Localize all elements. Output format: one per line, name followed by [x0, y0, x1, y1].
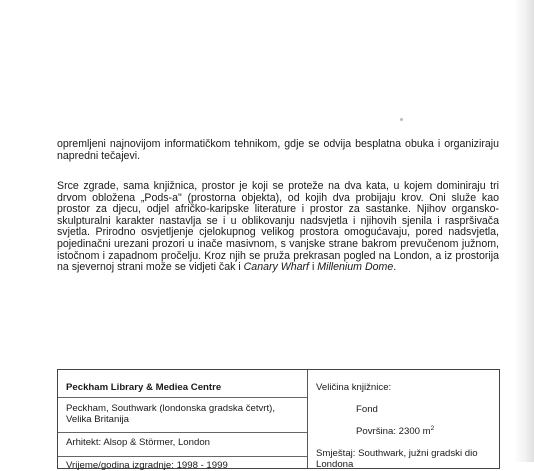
library-situation-value: Southwark, južni gradski dio Londona	[316, 448, 478, 470]
library-name: Peckham Library & Mediea Centre	[66, 382, 222, 393]
info-table-right-column	[308, 370, 499, 468]
paragraph-1	[57, 139, 499, 162]
area-unit-exponent: 2	[430, 424, 435, 432]
construction-date: Vrijeme/godina izgradnje: 1998 - 1999	[66, 460, 228, 471]
table-divider	[58, 397, 307, 398]
table-divider	[58, 432, 307, 433]
library-location: Peckham, Southwark (londonska gradska četvrt), Velika Britanija	[66, 403, 276, 425]
library-area-text: Površina: 2300 m	[356, 426, 431, 437]
library-size-label: Veličina knjižnice:	[316, 382, 392, 393]
library-situation	[316, 448, 496, 470]
table-divider	[58, 456, 307, 457]
library-area	[356, 426, 434, 437]
millenium-dome-text: Millenium Dome	[317, 261, 394, 274]
library-situation-label: Smještaj:	[316, 448, 356, 459]
library-architect: Arhitekt: Alsop & Störmer, London	[66, 437, 210, 448]
paragraph-1-text: opremljeni najnovijom informatičkom tehnikom, gdje se odvija besplatna obuka i organiziraju napredni tečajevi.	[57, 138, 499, 162]
scan-speck	[400, 118, 403, 121]
page-edge-shadow	[514, 0, 534, 462]
paragraph-2-main: Srce zgrade, sama knjižnica, prostor je koji se proteže na dva kata, u kojem dominiraju tri drvom obložena „Pods-a" (prostorna objekta), od kojih dva probijaju krov. Oni služe kao prostor za djecu, odjel afričko-karipske literature i prostor za sastanke. Njihov organsko-skulpturalni karakter nastavlja se i u oblikovanju nadsvjetla i njihovih sjenila i raspršivača svjetla. Prirodno osvjetljenje cjelokupnog velikog prostora omogućavaju, pored nadsvjetla, pojedinačni urezani prozori u inače masivnom, s vanjske strane bakrom prevučenom južnom, istočnom i zapadnom pročelju. Kroz njih se pruža prekrasan pogled na London, a iz prostorija na sjevernoj strani može se vidjeti čak i	[57, 180, 499, 274]
paragraph-2-conjunction: i	[309, 261, 318, 274]
info-table-left-column	[58, 370, 308, 471]
canary-wharf-text: Canary Wharf	[243, 261, 310, 274]
paragraph-2-text	[57, 181, 499, 274]
paragraph-2	[57, 181, 499, 274]
library-info-table	[57, 369, 500, 469]
library-fond-label: Fond	[356, 404, 378, 415]
paragraph-2-end: .	[393, 261, 397, 274]
